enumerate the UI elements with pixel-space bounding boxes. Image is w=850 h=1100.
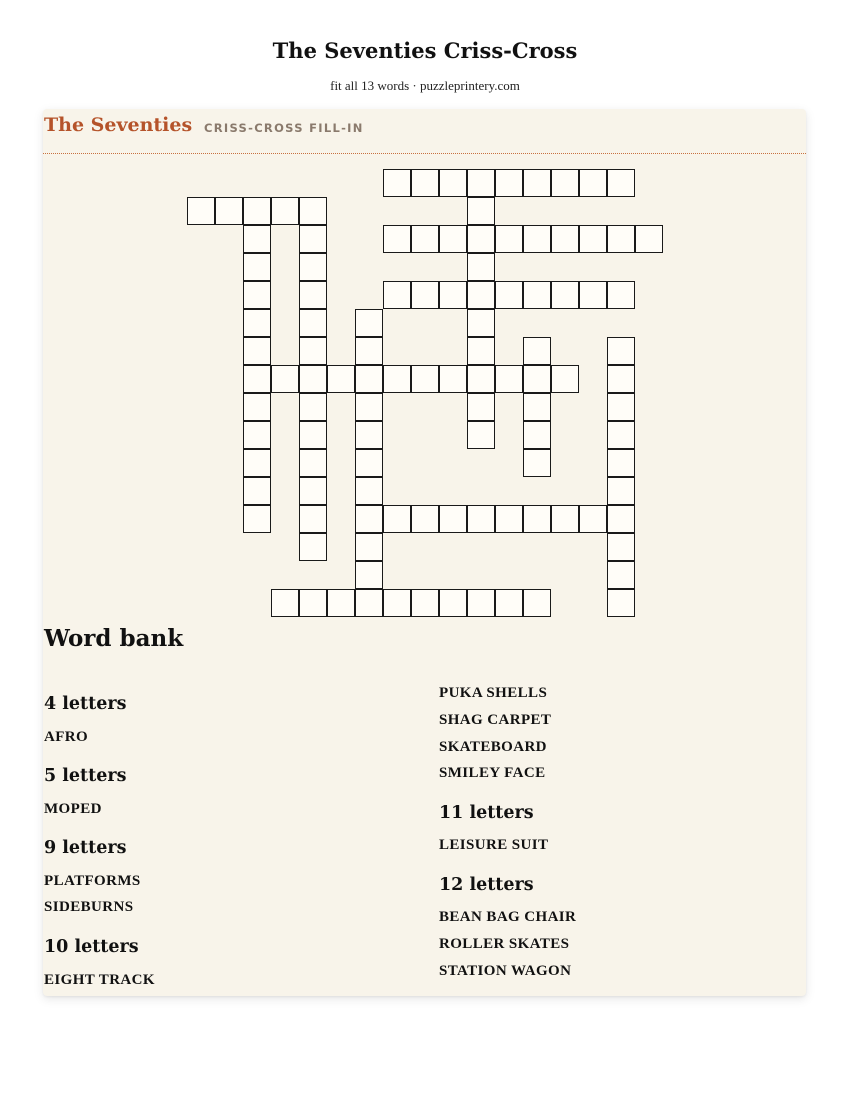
- grid-cell[interactable]: [523, 589, 551, 617]
- grid-cell[interactable]: [523, 281, 551, 309]
- grid-cell[interactable]: [383, 225, 411, 253]
- grid-cell[interactable]: [243, 309, 271, 337]
- grid-cell[interactable]: [523, 393, 551, 421]
- grid-cell[interactable]: [299, 337, 327, 365]
- grid-cell[interactable]: [299, 421, 327, 449]
- word-group-heading: 5 letters: [44, 766, 127, 786]
- grid-cell[interactable]: [523, 421, 551, 449]
- grid-cell[interactable]: [243, 225, 271, 253]
- grid-cell[interactable]: [243, 449, 271, 477]
- grid-cell[interactable]: [467, 337, 495, 365]
- grid-cell[interactable]: [383, 505, 411, 533]
- grid-cell[interactable]: [467, 421, 495, 449]
- grid-cell[interactable]: [495, 169, 523, 197]
- grid-cell[interactable]: [467, 169, 495, 197]
- word-bank-word: STATION WAGON: [439, 963, 572, 979]
- grid-cell[interactable]: [607, 561, 635, 589]
- grid-cell[interactable]: [523, 225, 551, 253]
- grid-cell[interactable]: [355, 505, 383, 533]
- grid-cell[interactable]: [467, 253, 495, 281]
- grid-cell[interactable]: [299, 281, 327, 309]
- grid-cell[interactable]: [299, 225, 327, 253]
- grid-cell[interactable]: [187, 197, 215, 225]
- word-bank-word: MOPED: [44, 801, 102, 817]
- grid-cell[interactable]: [411, 589, 439, 617]
- word-bank-word: SIDEBURNS: [44, 899, 134, 915]
- word-group-heading: 4 letters: [44, 694, 127, 714]
- grid-cell[interactable]: [411, 365, 439, 393]
- word-bank-word: SKATEBOARD: [439, 739, 547, 755]
- word-bank-word: SMILEY FACE: [439, 765, 546, 781]
- card-header: [43, 109, 806, 154]
- grid-cell[interactable]: [243, 253, 271, 281]
- grid-cell[interactable]: [523, 505, 551, 533]
- word-group-heading: 9 letters: [44, 838, 127, 858]
- grid-cell[interactable]: [243, 421, 271, 449]
- grid-cell[interactable]: [411, 505, 439, 533]
- grid-cell[interactable]: [495, 589, 523, 617]
- grid-cell[interactable]: [299, 505, 327, 533]
- grid-cell[interactable]: [579, 505, 607, 533]
- grid-cell[interactable]: [299, 393, 327, 421]
- grid-cell[interactable]: [607, 225, 635, 253]
- grid-cell[interactable]: [551, 225, 579, 253]
- grid-cell[interactable]: [523, 449, 551, 477]
- grid-cell[interactable]: [355, 337, 383, 365]
- grid-cell[interactable]: [355, 393, 383, 421]
- grid-cell[interactable]: [635, 225, 663, 253]
- grid-cell[interactable]: [607, 505, 635, 533]
- grid-cell[interactable]: [411, 281, 439, 309]
- grid-cell[interactable]: [439, 589, 467, 617]
- grid-cell[interactable]: [579, 169, 607, 197]
- grid-cell[interactable]: [215, 197, 243, 225]
- grid-cell[interactable]: [551, 169, 579, 197]
- grid-cell[interactable]: [467, 365, 495, 393]
- word-bank-word: PLATFORMS: [44, 873, 141, 889]
- grid-cell[interactable]: [607, 533, 635, 561]
- grid-cell[interactable]: [411, 169, 439, 197]
- grid-cell[interactable]: [243, 281, 271, 309]
- grid-cell[interactable]: [243, 505, 271, 533]
- word-bank-title: Word bank: [44, 625, 184, 652]
- grid-cell[interactable]: [607, 477, 635, 505]
- grid-cell[interactable]: [439, 281, 467, 309]
- grid-cell[interactable]: [467, 281, 495, 309]
- grid-cell[interactable]: [355, 477, 383, 505]
- word-bank-word: ROLLER SKATES: [439, 936, 570, 952]
- word-group-heading: 10 letters: [44, 937, 139, 957]
- grid-cell[interactable]: [467, 393, 495, 421]
- grid-cell[interactable]: [495, 225, 523, 253]
- word-bank-word: BEAN BAG CHAIR: [439, 909, 577, 925]
- grid-cell[interactable]: [551, 505, 579, 533]
- grid-cell[interactable]: [607, 337, 635, 365]
- word-bank-word: LEISURE SUIT: [439, 837, 549, 853]
- puzzle-brand: The Seventies: [44, 114, 193, 136]
- page-title: The Seventies Criss-Cross: [272, 38, 578, 63]
- grid-cell[interactable]: [607, 449, 635, 477]
- grid-cell[interactable]: [607, 365, 635, 393]
- grid-cell[interactable]: [439, 365, 467, 393]
- crossword-grid: [187, 169, 667, 624]
- grid-cell[interactable]: [243, 197, 271, 225]
- grid-cell[interactable]: [299, 477, 327, 505]
- grid-cell[interactable]: [383, 281, 411, 309]
- grid-cell[interactable]: [271, 365, 299, 393]
- grid-cell[interactable]: [299, 449, 327, 477]
- grid-cell[interactable]: [299, 309, 327, 337]
- grid-cell[interactable]: [523, 337, 551, 365]
- grid-cell[interactable]: [299, 533, 327, 561]
- grid-cell[interactable]: [523, 365, 551, 393]
- grid-cell[interactable]: [495, 281, 523, 309]
- grid-cell[interactable]: [355, 309, 383, 337]
- grid-cell[interactable]: [243, 393, 271, 421]
- word-bank-word: SHAG CARPET: [439, 712, 552, 728]
- grid-cell[interactable]: [607, 393, 635, 421]
- grid-cell[interactable]: [355, 589, 383, 617]
- grid-cell[interactable]: [355, 365, 383, 393]
- grid-cell[interactable]: [607, 421, 635, 449]
- grid-cell[interactable]: [355, 533, 383, 561]
- grid-cell[interactable]: [383, 589, 411, 617]
- grid-cell[interactable]: [271, 197, 299, 225]
- page-subtitle: fit all 13 words · puzzleprintery.com: [330, 78, 520, 93]
- grid-cell[interactable]: [579, 281, 607, 309]
- grid-cell[interactable]: [243, 365, 271, 393]
- grid-cell[interactable]: [327, 365, 355, 393]
- word-bank-word: AFRO: [44, 729, 89, 745]
- grid-cell[interactable]: [579, 225, 607, 253]
- word-group-heading: 11 letters: [439, 803, 534, 823]
- word-bank-word: PUKA SHELLS: [439, 685, 548, 701]
- grid-cell[interactable]: [355, 449, 383, 477]
- word-bank-word: EIGHT TRACK: [44, 972, 155, 988]
- grid-cell[interactable]: [299, 365, 327, 393]
- grid-cell[interactable]: [327, 589, 355, 617]
- grid-cell[interactable]: [355, 421, 383, 449]
- grid-cell[interactable]: [467, 197, 495, 225]
- grid-cell[interactable]: [467, 505, 495, 533]
- grid-cell[interactable]: [299, 589, 327, 617]
- grid-cell[interactable]: [607, 169, 635, 197]
- grid-cell[interactable]: [467, 309, 495, 337]
- grid-cell[interactable]: [271, 589, 299, 617]
- puzzle-kind: CRISS-CROSS FILL-IN: [204, 121, 364, 135]
- word-group-heading: 12 letters: [439, 875, 534, 895]
- grid-cell[interactable]: [551, 365, 579, 393]
- grid-cell[interactable]: [439, 505, 467, 533]
- grid-cell[interactable]: [383, 365, 411, 393]
- grid-cell[interactable]: [467, 225, 495, 253]
- grid-cell[interactable]: [299, 253, 327, 281]
- grid-cell[interactable]: [383, 169, 411, 197]
- grid-cell[interactable]: [411, 225, 439, 253]
- grid-cell[interactable]: [467, 589, 495, 617]
- grid-cell[interactable]: [299, 197, 327, 225]
- grid-cell[interactable]: [439, 169, 467, 197]
- grid-cell[interactable]: [607, 281, 635, 309]
- grid-cell[interactable]: [495, 365, 523, 393]
- grid-cell[interactable]: [495, 505, 523, 533]
- grid-cell[interactable]: [243, 477, 271, 505]
- grid-cell[interactable]: [607, 589, 635, 617]
- grid-cell[interactable]: [243, 337, 271, 365]
- grid-cell[interactable]: [551, 281, 579, 309]
- grid-cell[interactable]: [523, 169, 551, 197]
- grid-cell[interactable]: [355, 561, 383, 589]
- grid-cell[interactable]: [439, 225, 467, 253]
